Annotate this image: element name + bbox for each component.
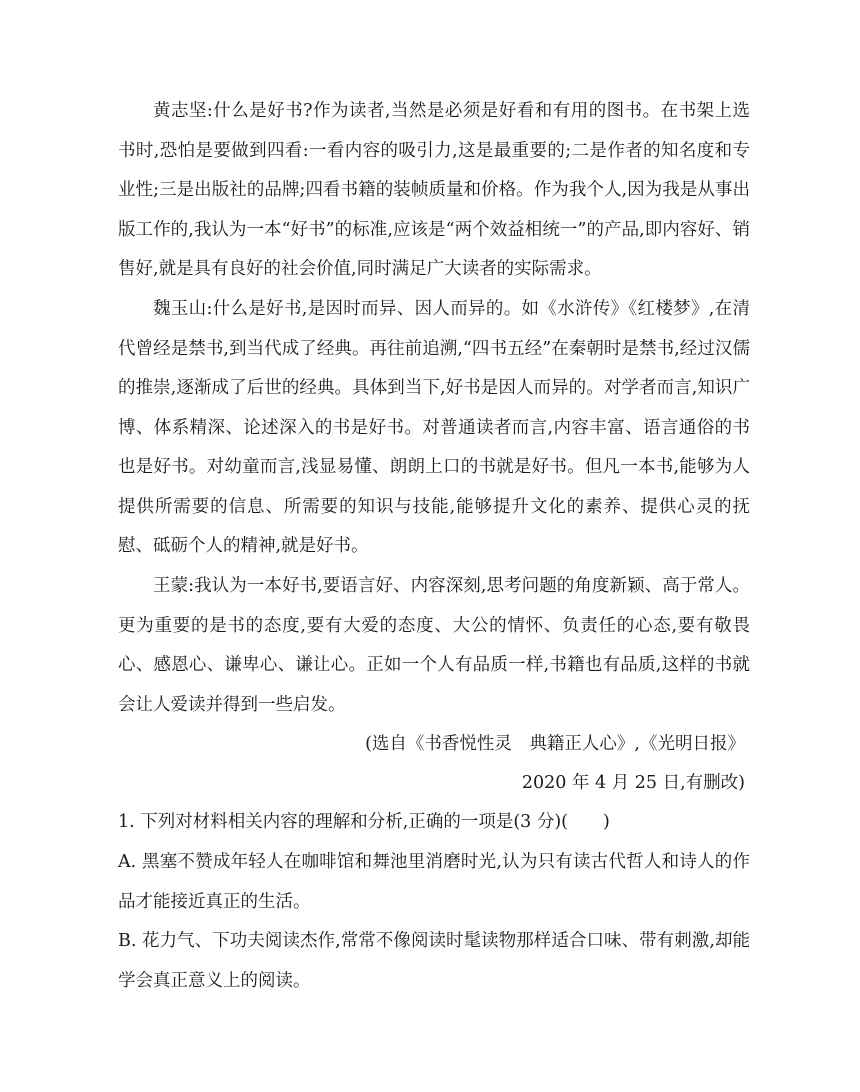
question-1-option-a: A. 黑塞不赞成年轻人在咖啡馆和舞池里消磨时光,认为只有读古代哲人和诗人的作品才能接近真正的生活。	[118, 852, 750, 912]
paragraph-wei-yushan: 魏玉山:什么是好书,是因时而异、因人而异的。如《水浒传》《红楼梦》,在清代曾经是禁书,到当代成了经典。再往前追溯,“四书五经”在秦朝时是禁书,经过汉儒的推崇,逐渐成了后世的经典。具体到当下,好书是因人而异的。对学者而言,知识广博、体系精深、论述深入的书是好书。对普通读者而言,内容丰富、语言通俗的书也是好书。对幼童而言,浅显易懂、朗朗上口的书就是好书。但凡一本书,能够为人提供所需要的信息、所需要的知识与技能,能够提升文化的素养、提供心灵的抚慰、砥砺个人的精神,就是好书。	[118, 299, 750, 556]
source-citation-line2: 2020 年 4 月 25 日,有删改)	[521, 773, 745, 793]
paragraph-wang-meng: 王蒙:我认为一本好书,要语言好、内容深刻,思考问题的角度新颖、高于常人。更为重要的是书的态度,要有大爱的态度、大公的情怀、负责任的心态,要有敬畏心、感恩心、谦卑心、谦让心。正如一个人有品质一样,书籍也有品质,这样的书就会让人爱读并得到一些启发。	[118, 576, 750, 715]
question-1-stem: 1. 下列对材料相关内容的理解和分析,正确的一项是(3 分)( )	[118, 812, 610, 832]
question-1-option-b: B. 花力气、下功夫阅读杰作,常常不像阅读时髦读物那样适合口味、带有刺激,却能学会真正意义上的阅读。	[118, 931, 750, 991]
paragraph-huang-zhijian: 黄志坚:什么是好书?作为读者,当然是必须是好看和有用的图书。在书架上选书时,恐怕是要做到四看:一看内容的吸引力,这是最重要的;二是作者的知名度和专业性;三是出版社的品牌;四看书籍的装帧质量和价格。作为我个人,因为我是从事出版工作的,我认为一本“好书”的标准,应该是“两个效益相统一”的产品,即内容好、销售好,就是具有良好的社会价值,同时满足广大读者的实际需求。	[118, 101, 750, 279]
source-citation-line1: (选自《书香悦性灵 典籍正人心》,《光明日报》	[365, 734, 745, 754]
